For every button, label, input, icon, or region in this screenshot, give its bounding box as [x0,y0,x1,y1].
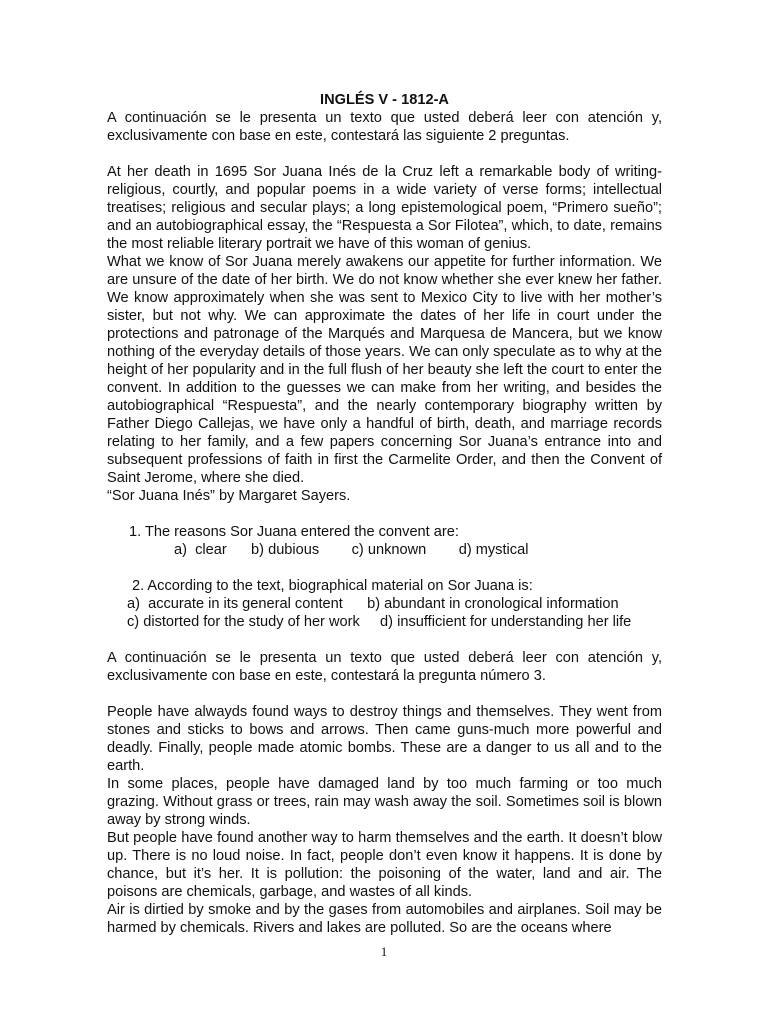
passage1-paragraph-1: At her death in 1695 Sor Juana Inés de la Cruz left a remarkable body of writing-religious, courtly, and popular poems in a wide variety of verse forms; intellectual treatises; religious and secular plays; a long epistemological poem, “Primero sueño”; and an autobiographical essay, the “Respuesta a Sor Filotea”, which, to date, remains the most reliable literary portrait we have of this woman of genius. [107,164,662,252]
passage2-paragraph-3: But people have found another way to harm themselves and the earth. It doesn’t blow up. There is no loud noise. In fact, people don’t even know it happens. It is done by chance, but it’s her. It is pollution: the poisoning of the water, land and air. The poisons are chemicals, garbage, and wastes of all kinds. [107,830,662,900]
instructions-1: A continuación se le presenta un texto que usted deberá leer con atención y, exclusivamente con base en este, contestará las siguiente 2 preguntas. [107,110,662,144]
passage1-paragraph-2: What we know of Sor Juana merely awakens our appetite for further information. We are unsure of the date of her birth. We do not know whether she ever knew her father. We know approximately when she was sent to Mexico City to live with her mother’s sister, but not why. We can approximate the dates of her life in court under the protections and patronage of the Marqués and Marquesa de Mancera, but we know nothing of the everyday details of those years. We can only speculate as to why at the height of her popularity and in the full flush of her beauty she left the court to enter the convent. In addition to the guesses we can make from her writing, and besides the autobiographical “Respuesta”, and the nearly contemporary biography written by Father Diego Callejas, we have only a handful of birth, death, and marriage records relating to her family, and a few papers concerning Sor Juana’s entrance into and subsequent professions of faith in first the Carmelite Order, and then the Convent of Saint Jerome, where she died. [107,254,662,486]
passage2-paragraph-4: Air is dirtied by smoke and by the gases from automobiles and airplanes. Soil may be harmed by chemicals. Rivers and lakes are polluted. So are the oceans where [107,902,662,936]
question-1-prompt: 1. The reasons Sor Juana entered the convent are: [129,524,459,540]
question-2-options-row-1: a) accurate in its general content b) abundant in cronological information [127,596,619,612]
passage1-source: “Sor Juana Inés” by Margaret Sayers. [107,488,351,504]
document-title: INGLÉS V - 1812-A [320,92,449,108]
question-2-options-row-2: c) distorted for the study of her work d) insufficient for understanding her life [127,614,632,630]
question-1-options: a) clear b) dubious c) unknown d) mystical [174,542,529,558]
question-2-prompt: 2. According to the text, biographical material on Sor Juana is: [132,578,533,594]
document-page [107,91,662,937]
passage2-paragraph-2: In some places, people have damaged land by too much farming or too much grazing. Without grass or trees, rain may wash away the soil. Sometimes soil is blown away by strong winds. [107,776,662,828]
instructions-2: A continuación se le presenta un texto que usted deberá leer con atención y, exclusivamente con base en este, contestará la pregunta número 3. [107,650,662,684]
page-number: 1 [380,944,388,959]
passage2-paragraph-1: People have alwayds found ways to destroy things and themselves. They went from stones and sticks to bows and arrows. Then came guns-much more powerful and deadly. Finally, people made atomic bombs. These are a danger to us all and to the earth. [107,704,662,774]
